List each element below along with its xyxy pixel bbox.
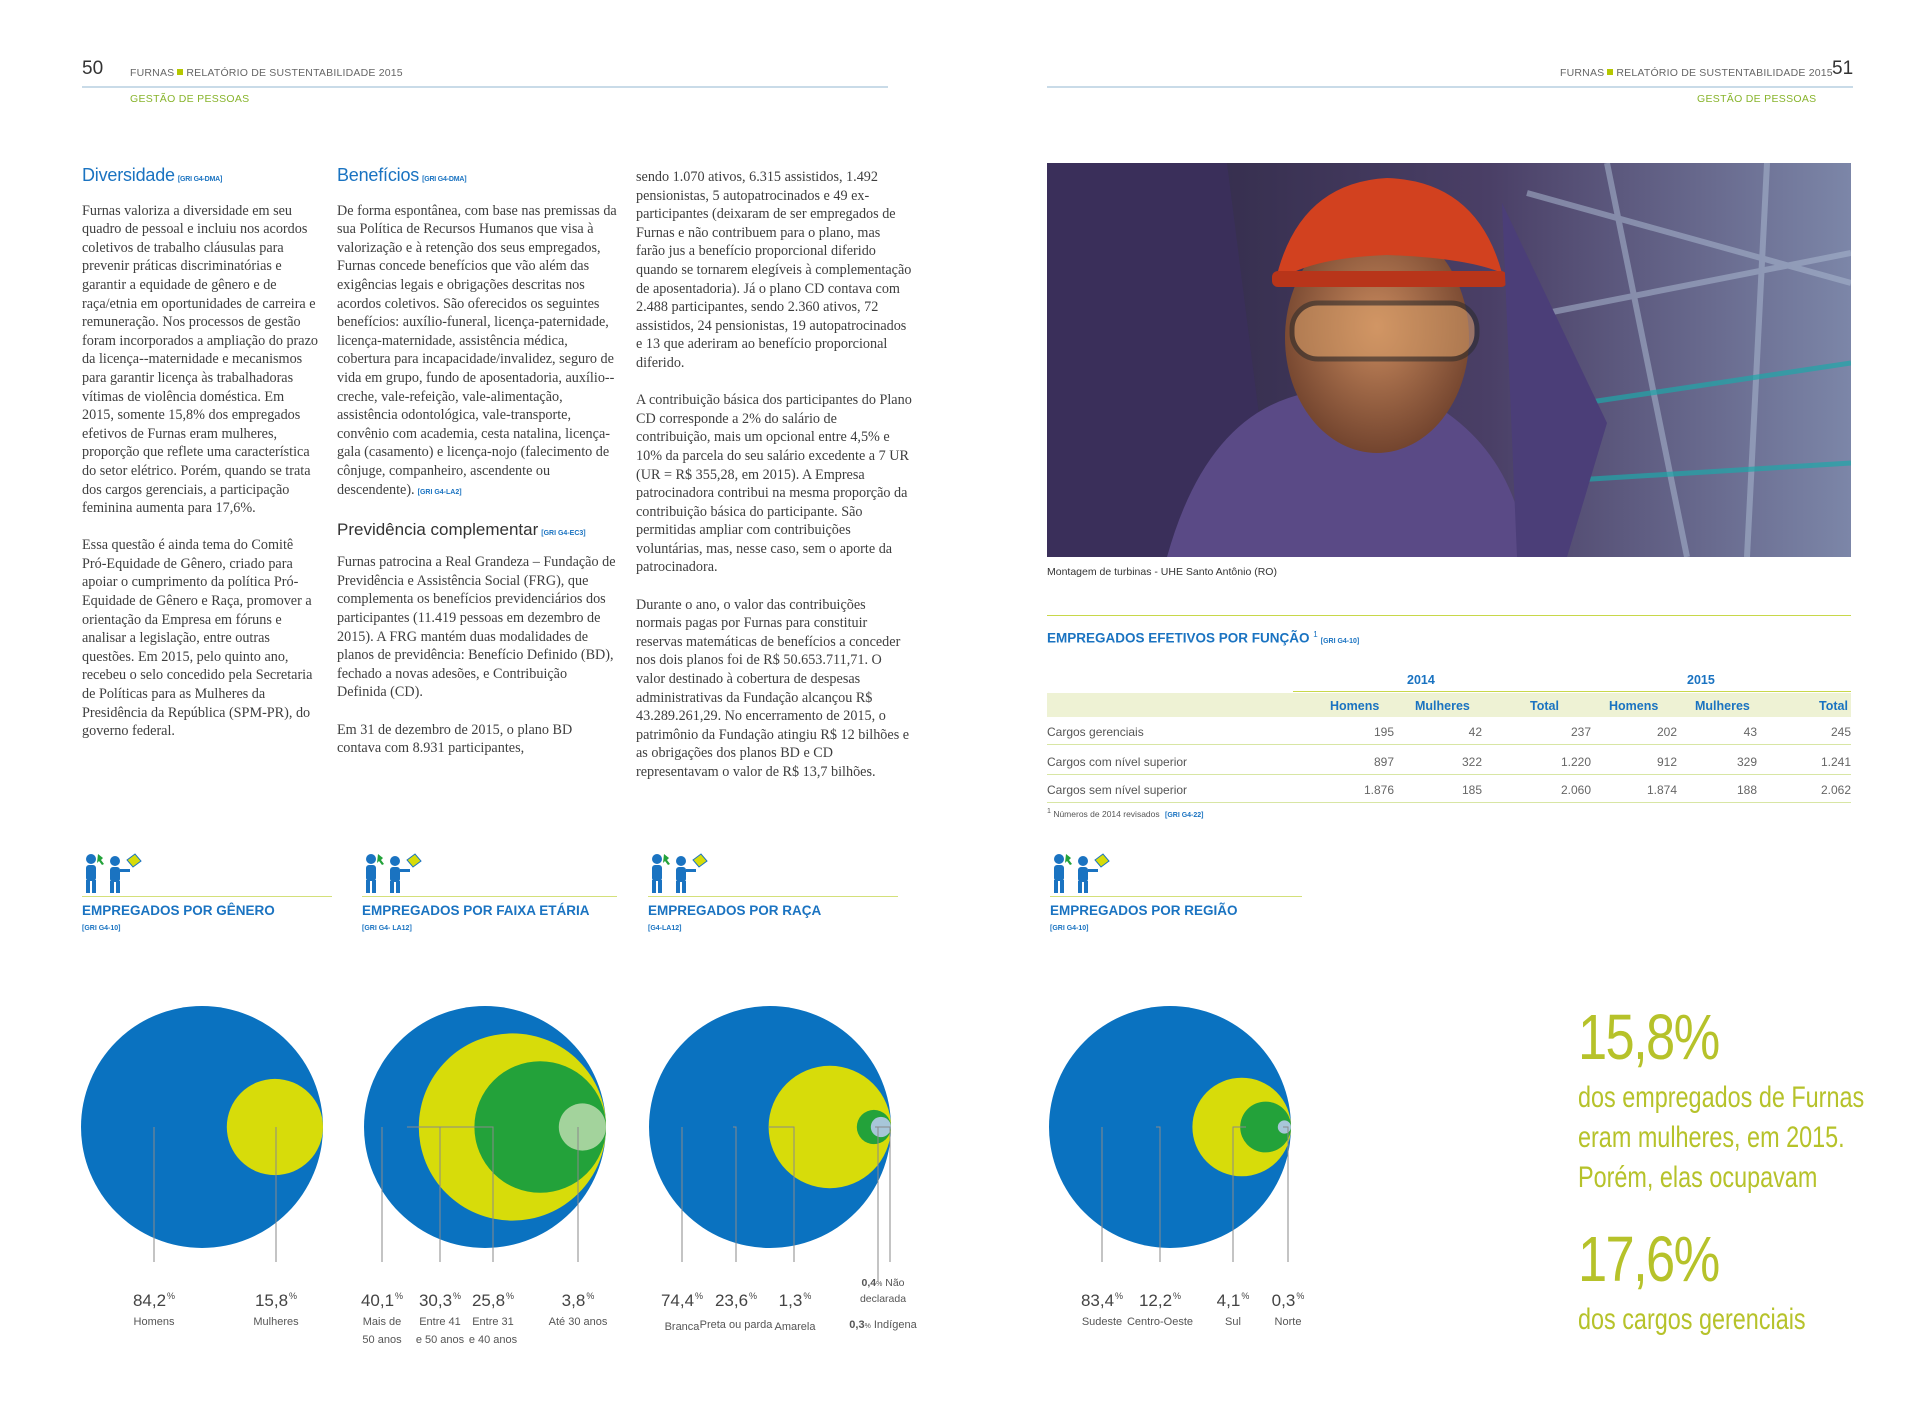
cell: 897 (1373, 755, 1394, 769)
cell: 195 (1373, 725, 1394, 739)
row-label: Cargos sem nível superior (1047, 783, 1188, 797)
cell: 1.874 (1646, 783, 1677, 797)
value-norte: 0,3% (1271, 1291, 1305, 1310)
label-branca: Branca (664, 1321, 700, 1333)
paragraph: Em 31 de dezembro de 2015, o plano BD contava com 8.931 participantes, (337, 721, 573, 757)
gri-tag: [GRI G4-LA2] (417, 488, 462, 496)
chart-title-genero: EMPREGADOS POR GÊNERO (82, 903, 275, 918)
cell: 1.220 (1560, 755, 1591, 769)
label-preta-parda: Preta ou parda (699, 1319, 773, 1331)
label-mais-de-50: Mais de 50 anos (362, 1316, 402, 1346)
paragraph: A contribuição básica dos participantes do Plano CD corresponde a 2% do salário de contribuição, mais um opcional entre 4,5% e 10% da parcela do seu salário excedente a 7 UR (UR = R$ 355,28, em 2015). A Empresa patrocinadora contribui na mesma proporção da contribuição básica do participante. São permitidas ampliar com contribuições voluntárias, mas, nesse caso, sem o aporte da patrocinadora. (636, 392, 912, 576)
paragraph: Furnas patrocina a Real Grandeza – Fundação de Previdência e Assistência Social (FRG), que complementa os benefícios previdenciários dos participantes (11.419 pessoas em dezembro de 2015). A FRG mantém duas modalidades de planos de previdência: Benefício Definido (BD), fechado a novas adesões, e Contribuição Definida (CD). (337, 554, 616, 701)
footnote-marker: 1 (1313, 630, 1318, 639)
label-centro-oeste: Centro-Oeste (1126, 1316, 1194, 1328)
label-norte: Norte (1274, 1316, 1302, 1328)
heading-beneficios: Benefícios [GRI G4-DMA] (337, 165, 467, 185)
paragraph: De forma espontânea, com base nas premissas da sua Política de Recursos Humanos que visa à valorização e à retenção dos seus empregados, Furnas concede benefícios que vão além das exigências legais e obrigações descritas nos acordos coletivos. São oferecidos os seguintes benefícios: auxílio-funeral, licença-paternidade, licença-maternidade, assistência médica, cobertura para incapacidade/invalidez, seguro de vida em grupo, fundo de aposentadoria, auxílio--creche, vale-refeição, vale-alimentação, assistência odontológica, vale-transporte, convênio com academia, cesta natalina, licença-gala (casamento) e licença-nojo (falecimento de cônjuge, companheiro, ascendente ou descendente). [GRI G4-LA2] (337, 202, 617, 498)
highlight-stat-2: 17,6% (1578, 1223, 1719, 1295)
gri-tag: [GRI G4-DMA] (177, 176, 223, 183)
label-sudeste: Sudeste (1081, 1316, 1123, 1328)
chart-title-faixa-etaria: EMPREGADOS POR FAIXA ETÁRIA (362, 903, 590, 918)
chart-title-raca: EMPREGADOS POR RAÇA (648, 903, 822, 918)
gri-tag: [GRI G4-10] (82, 925, 121, 932)
value-homens: 84,2% (132, 1291, 176, 1310)
table-footnote: $^1$ Números de 2014 revisados [GRI G4-22] (1047, 807, 1204, 819)
label-homens: Homens (133, 1316, 175, 1328)
cell: 42 (1468, 725, 1482, 739)
value-centro-oeste: 12,2% (1138, 1291, 1182, 1310)
paragraph: Furnas valoriza a diversidade em seu quadro de pessoal e incluiu nos acordos coletivos de trabalho cláusulas para prevenir práticas discriminatórias e garantir a equidade de gênero e de raça/etnia em oportunidades de carreira e remuneração. Nos processos de gestão foram incorporados a ampliação do prazo da licença--maternidade e mecanismos para garantir licença às trabalhadoras vítimas de violência doméstica. Em 2015, somente 15,8% dos empregados efetivos de Furnas eram mulheres, proporção que reflete uma característica do setor elétrico. Porém, quando se trata dos cargos gerenciais, a participação feminina aumenta para 17,6%. (82, 202, 318, 517)
circle-ate-30 (559, 1103, 606, 1150)
value-preta-parda: 23,6% (714, 1291, 758, 1310)
col-header: Total (1819, 699, 1848, 713)
paragraph: Durante o ano, o valor das contribuições normais pagas por Furnas para constituir reservas matemáticas de benefícios a conceder nos dois planos foi de R$ 50.653.711,71. O valor destinado à cobertura de despesas administrativas da Fundação alcançou R$ 43.289.261,29. No encerramento de 2015, o patrimônio da Fundação atingiu R$ 12 bilhões e as obrigações dos planos BD e CD representavam o valor de R$ 13,7 bilhões. (636, 596, 910, 780)
value-ate-30: 3,8% (561, 1291, 595, 1310)
col-header: Mulheres (1695, 699, 1750, 713)
cell: 1.876 (1363, 783, 1394, 797)
col-header: Homens (1609, 699, 1659, 713)
gri-tag: [G4-LA12] (648, 925, 682, 932)
col-header: Homens (1330, 699, 1380, 713)
brand-name: FURNAS (1560, 67, 1605, 79)
col-header: Total (1530, 699, 1559, 713)
label-31-40: Entre 31 e 40 anos (468, 1316, 518, 1346)
photo-caption: Montagem de turbinas - UHE Santo Antônio (RO) (1047, 566, 1277, 578)
year-2014: 2014 (1407, 673, 1435, 687)
right-section-label: GESTÃO DE PESSOAS (1697, 93, 1817, 105)
paragraph: sendo 1.070 ativos, 6.315 assistidos, 1.492 pensionistas, 5 autopatrocinados e 49 ex-participantes (deixaram de ser empregados de Furnas e não contribuem para o plano, mas farão jus a benefício proporcional diferido quando se tornarem elegíveis à complementação de aposentadoria). Já o plano CD contava com 2.488 participantes, sendo 2.360 ativos, 72 assistidos, 24 pensionistas, 19 autopatrocinados e 13 que aderiram ao benefício proporcional diferido. (636, 169, 912, 371)
gri-tag: [GRI G4-10] (1320, 637, 1360, 645)
label-amarela: Amarela (774, 1321, 816, 1333)
row-label: Cargos com nível superior (1047, 755, 1188, 769)
label-sul: Sul (1225, 1316, 1241, 1328)
heading-previdencia: Previdência complementar [GRI G4-EC3] (337, 519, 586, 539)
cell: 202 (1656, 725, 1677, 739)
cell: 188 (1736, 783, 1757, 797)
gri-tag: [GRI G4-22] (1165, 811, 1204, 819)
label-nao-declarada: 0,4% Não declarada (859, 1277, 907, 1305)
gri-tag: [GRI G4-EC3] (541, 529, 586, 537)
cell: 1.241 (1820, 755, 1851, 769)
highlight-stat-1: 15,8% (1578, 1001, 1719, 1073)
highlight-text-1: dos empregados de Furnas eram mulheres, em 2015. Porém, elas ocupavam (1578, 1081, 1865, 1194)
report-name: RELATÓRIO DE SUSTENTABILIDADE 2015 (1616, 67, 1833, 79)
row-label: Cargos gerenciais (1047, 725, 1144, 739)
heading-diversidade: Diversidade [GRI G4-DMA] (82, 165, 223, 185)
cell: 329 (1736, 755, 1757, 769)
cell: 245 (1830, 725, 1851, 739)
col-header: Mulheres (1415, 699, 1470, 713)
value-amarela: 1,3% (778, 1291, 812, 1310)
label-ate-30: Até 30 anos (548, 1316, 608, 1328)
left-section-label: GESTÃO DE PESSOAS (130, 93, 250, 105)
brand-name: FURNAS (130, 67, 175, 79)
label-41-50: Entre 41 e 50 anos (415, 1316, 465, 1346)
cell: 43 (1743, 725, 1757, 739)
left-page-number: 50 (82, 58, 104, 79)
value-mulheres: 15,8% (254, 1291, 298, 1310)
chart-title-regiao: EMPREGADOS POR REGIÃO (1050, 903, 1238, 918)
highlight-text-2: dos cargos gerenciais (1578, 1303, 1806, 1336)
value-branca: 74,4% (660, 1291, 704, 1310)
label-indigena: 0,3% Indígena (849, 1319, 917, 1331)
gri-tag: [GRI G4-DMA] (422, 176, 467, 183)
value-sudeste: 83,4% (1080, 1291, 1124, 1310)
cell: 912 (1656, 755, 1677, 769)
report-name: RELATÓRIO DE SUSTENTABILIDADE 2015 (186, 67, 403, 79)
paragraph: Essa questão é ainda tema do Comitê Pró-Equidade de Gênero, criado para apoiar o cumprimento da política Pró-Equidade de Gênero e Raça, promover a orientação da Empresa em fóruns e analisar a legislação, entre outras questões. Em 2015, pelo quinto ano, recebeu o selo concedido pela Secretaria de Políticas para as Mulheres da Presidência da República (SPM-PR), do governo federal. (82, 537, 313, 740)
gri-tag: [GRI G4- LA12] (362, 925, 412, 932)
right-page-number: 51 (1832, 58, 1854, 79)
cell: 185 (1461, 783, 1482, 797)
year-2015: 2015 (1687, 673, 1715, 687)
value-41-50: 30,3% (418, 1291, 462, 1310)
value-31-40: 25,8% (471, 1291, 515, 1310)
cell: 237 (1570, 725, 1591, 739)
value-sul: 4,1% (1216, 1291, 1250, 1310)
gri-tag: [GRI G4-10] (1050, 925, 1089, 932)
value-mais-de-50: 40,1% (360, 1291, 404, 1310)
cell: 322 (1461, 755, 1482, 769)
circle-mulheres (227, 1079, 323, 1175)
cell: 2.062 (1820, 783, 1851, 797)
cell: 2.060 (1560, 783, 1591, 797)
table-title: EMPREGADOS EFETIVOS POR FUNÇÃO $^1$[GRI G4-10] (1047, 630, 1360, 646)
label-mulheres: Mulheres (253, 1316, 299, 1328)
